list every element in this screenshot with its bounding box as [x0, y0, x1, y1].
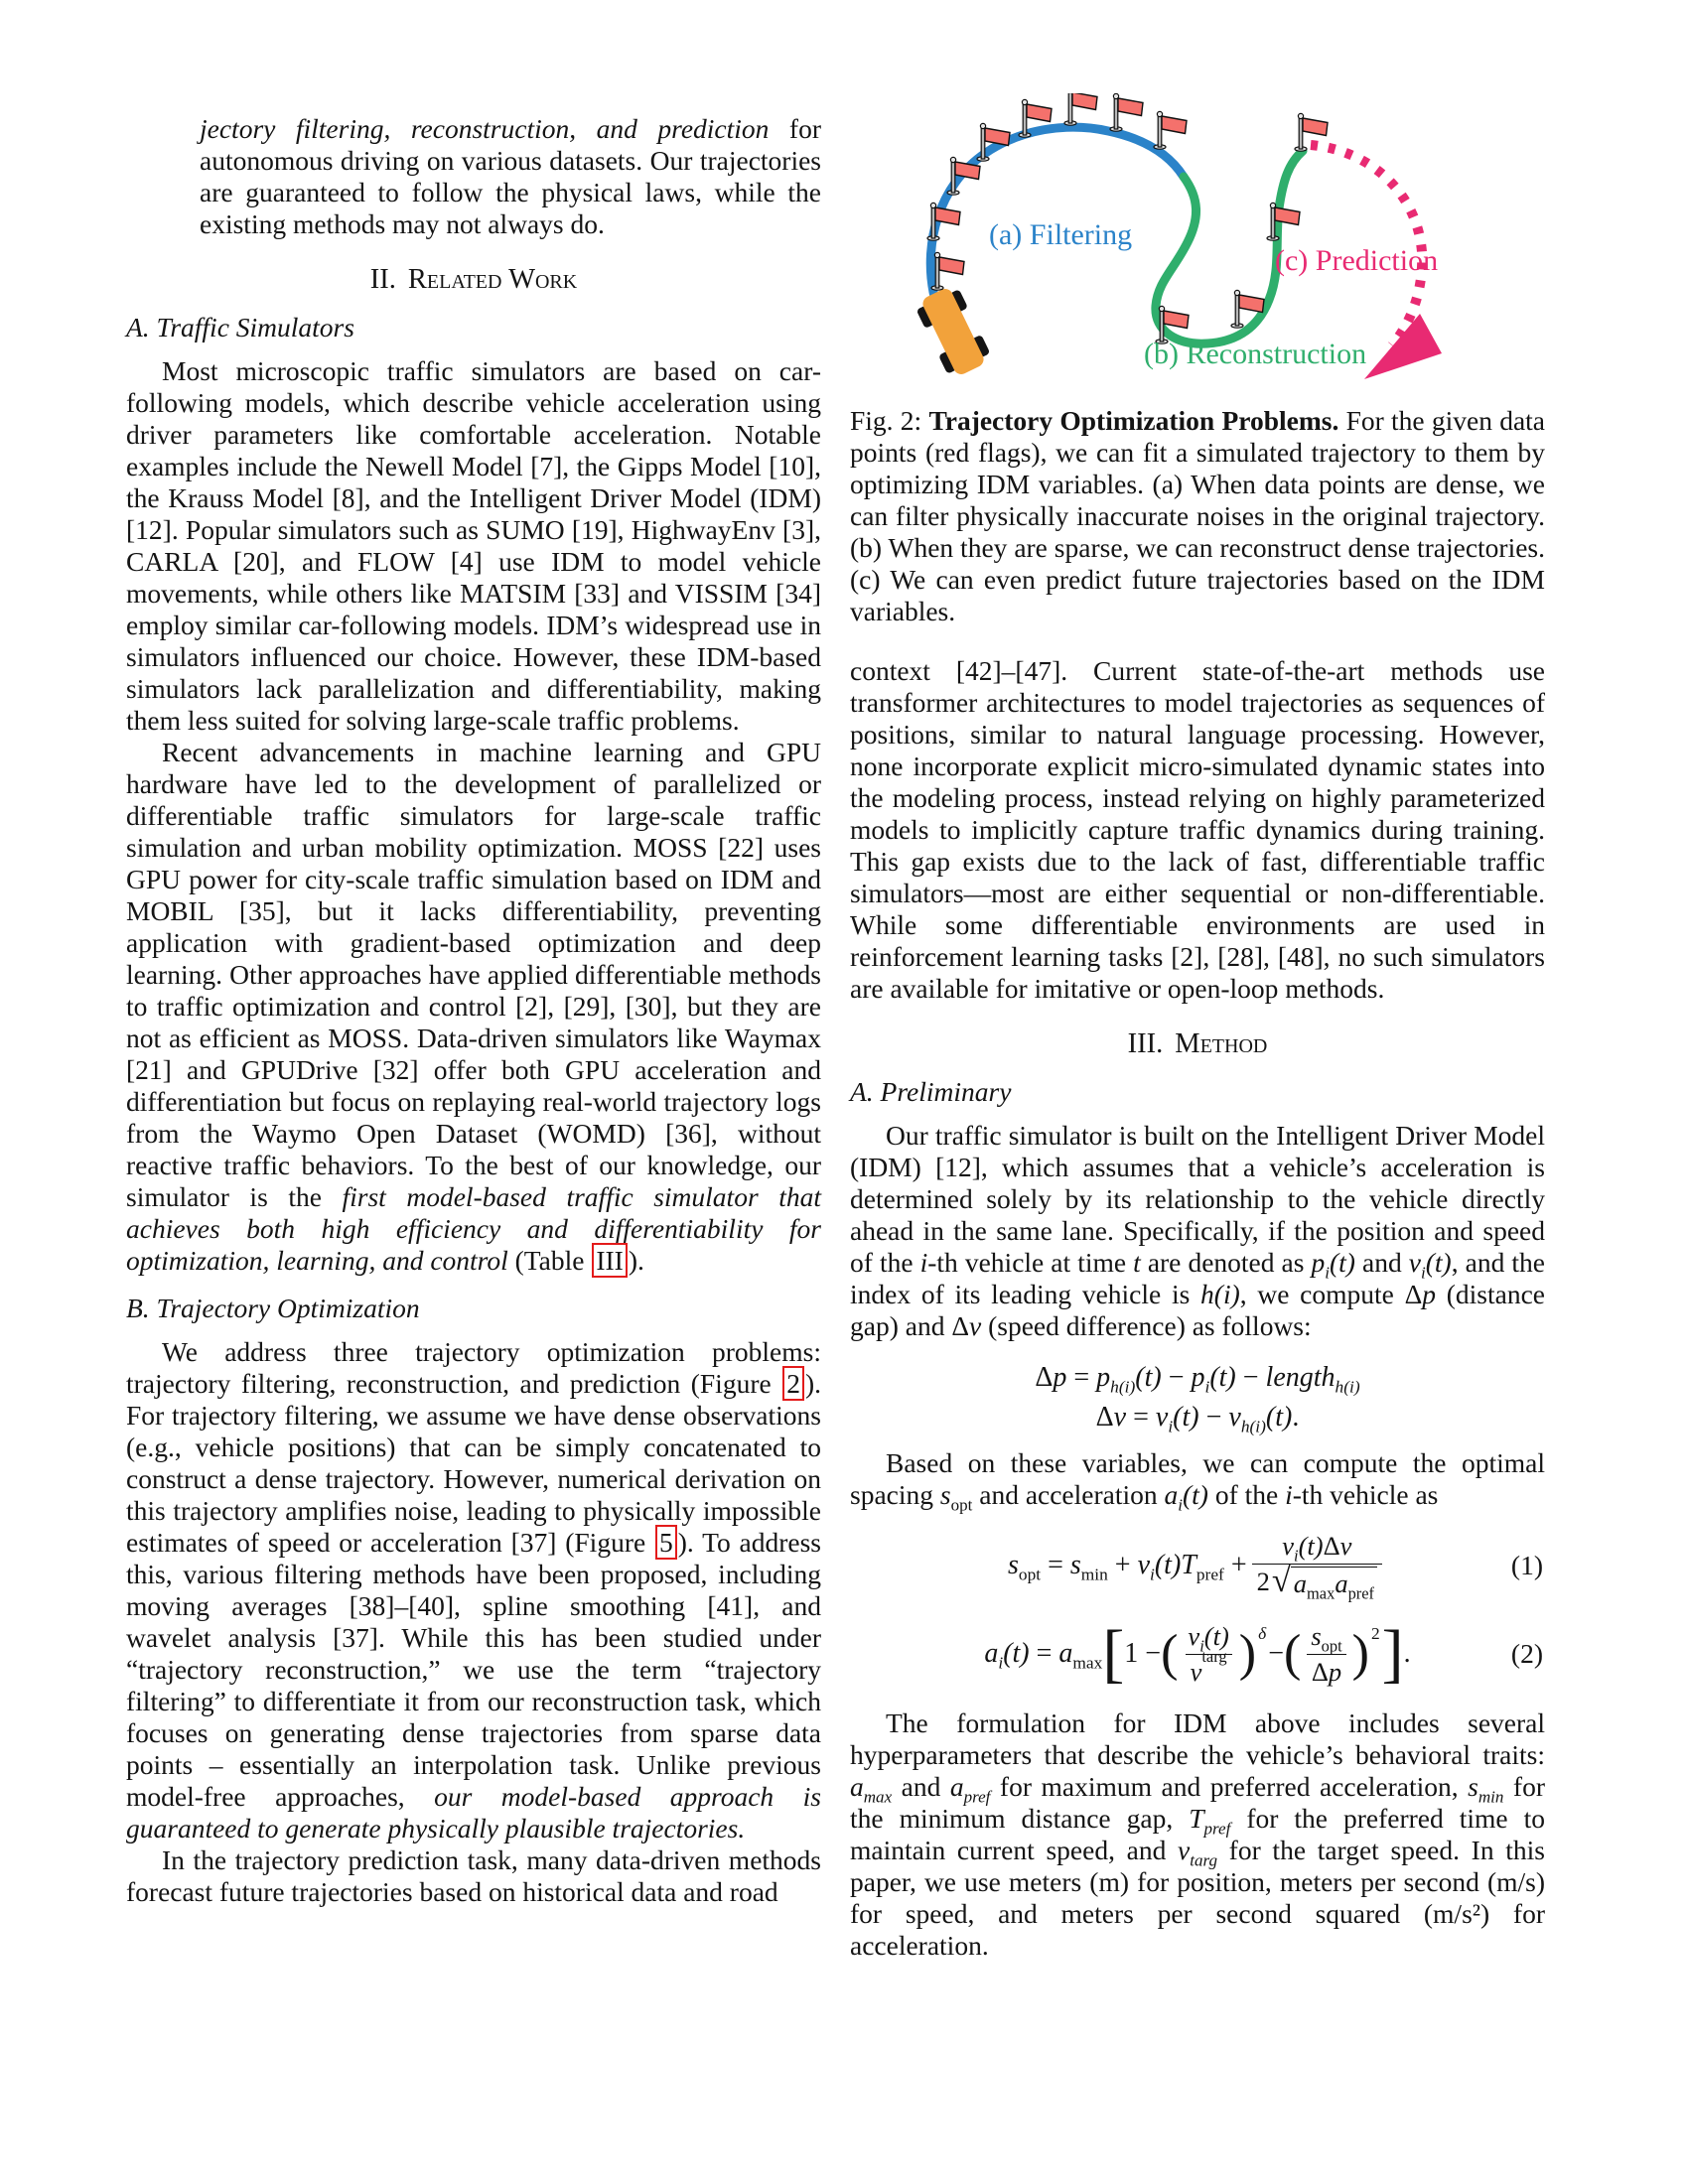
equation-number: (2)	[1510, 1638, 1543, 1670]
exponent-2: 2	[1370, 1624, 1380, 1644]
equation-delta-v: $\Delta v = v_i(t) - v_{h(i)}(t)$.	[1095, 1402, 1300, 1436]
paragraph-context: context [42]–[47]. Current state-of-the-art methods use transformer architectures to model trajectories as sequences of positions, similar to natural language processing. However, none incorporate explicit micro-simulated dynamic states into the modeling process, instead relying on highly parameterized models to implicitly capture traffic dynamics during training. This gap exists due to the lack of fast, differentiable traffic simulators—most are either sequential or non-differentiable. While some differentiable environments are used in reinforcement learning tasks [2], [28], [48], no such simulators are available for imitative or open-loop methods.	[850, 655, 1545, 1004]
paragraph-gpu-simulators: Recent advancements in machine learning and GPU hardware have led to the development of parallelized or differentiable traffic simulators for large-scale traffic simulation and urban mobility optimization. MOSS [22] uses GPU power for city-scale traffic simulation based on IDM and MOBIL [35], but it lacks differentiability, preventing application with gradient-based optimization and deep learning. Other approaches have applied differentiable methods to traffic optimization and control [2], [29], [30], but they are not as efficient as MOSS. Data-driven simulators like Waymax [21] and GPUDrive [32] offer both GPU acceleration and differentiation but focus on replaying real-world trajectory logs from the Waymo Open Dataset (WOMD) [36], without reactive traffic behaviors. To the best of our knowledge, our simulator is the first model-based traffic simulator that achieves both high efficiency and differentiability for optimization, learning, and control (Table III ).	[126, 737, 821, 1276]
paragraph-based-on-variables: Based on these variables, we can compute the optimal spacing $s_{opt}$ and acceleration $a_i(t)$ of the i-th vehicle as	[850, 1447, 1545, 1515]
label-prediction: (c) Prediction	[1275, 244, 1439, 277]
exponent-delta: δ	[1258, 1624, 1267, 1644]
left-column	[126, 87, 821, 1908]
fraction: $v_i(t)\Delta v$ 2 √ $a_{max}a_{pref}$	[1252, 1531, 1382, 1601]
right-column	[850, 87, 1545, 1962]
equation-2-body: $a_i(t) = a_{max}$ [ 1 − ( $v_i(t)$ v targ ) δ − ( $s_{opt}$ Δ p ) 2 ] .	[984, 1617, 1411, 1691]
paragraph-prediction-task: In the trajectory prediction task, many data-driven methods forecast future trajectories based on historical data and road	[126, 1844, 821, 1907]
flag-icon	[1267, 203, 1300, 240]
equation-1	[850, 1531, 1545, 1601]
fraction: $v_i(t)$ v targ	[1183, 1621, 1233, 1689]
trajectory-figure-svg	[850, 93, 1535, 391]
flag-icon	[1110, 93, 1143, 131]
section-ii-heading	[126, 264, 821, 296]
section-number: II.	[369, 264, 396, 295]
label-reconstruction: (b) Reconstruction	[1144, 338, 1367, 370]
prediction-arrowhead-icon	[1364, 314, 1442, 379]
flag-icon	[977, 123, 1010, 161]
subsection-preliminary: A. Preliminary	[850, 1076, 1012, 1107]
radical-icon: √	[1271, 1562, 1291, 1600]
section-number: III.	[1127, 1028, 1164, 1059]
section-iii-heading	[850, 1028, 1545, 1060]
section-title: Related Work	[407, 264, 578, 295]
equation-1-body: $s_{opt} = s_{min} + v_i(t)T_{pref}$ + $v_i(t)\Delta v$ 2 √ $a_{max}a_{pref}$	[1008, 1531, 1387, 1601]
paragraph-preliminary: Our traffic simulator is built on the Intelligent Driver Model (IDM) [12], which assumes that a vehicle’s acceleration is determined solely by its relationship to the vehicle directly ahead in the same lane. Specifically, if the position and speed of the i-th vehicle at time t are denoted as $p_i(t)$ and $v_i(t)$, and the index of its leading vehicle is h(i), we compute Δp (distance gap) and Δv (speed difference) as follows:	[850, 1120, 1545, 1341]
fraction: $s_{opt}$ Δ p	[1306, 1621, 1346, 1689]
ref-link[interactable]: 5	[655, 1525, 677, 1560]
equation-delta-p: $\Delta p = p_{h(i)}(t) - p_i(t)$ − length$_{h(i)}$	[1035, 1362, 1360, 1397]
flag-icon	[927, 203, 960, 240]
paragraph-trajectory-problems: We address three trajectory optimization problems: trajectory filtering, reconstruction, and prediction (Figure 2 ). For trajectory filtering, we assume we have dense observations (e.g., vehicle positions) that can be simply concatenated to construct a dense trajectory. However, numerical derivation on this trajectory amplifies noise, leading to physically impossible estimates of speed or acceleration [37] (Figure 5 ). To address this, various filtering methods have been proposed, including moving averages [38]–[40], spline smoothing [41], and wavelet analysis [37]. While this has been studied under “trajectory reconstruction,” we use the term “trajectory filtering” to differentiate it from our reconstruction task, which focuses on generating dense trajectories from sparse data points – essentially an interpolation task. Unlike previous model-free approaches, our model-based approach is guaranteed to generate physically plausible trajectories.	[126, 1336, 821, 1843]
equation-gap	[850, 1358, 1545, 1437]
ref-link[interactable]: III	[592, 1243, 627, 1278]
label-filtering: (a) Filtering	[989, 218, 1133, 251]
flag-icon	[931, 252, 964, 290]
ref-link[interactable]: 2	[782, 1366, 804, 1401]
equation-2	[850, 1617, 1545, 1691]
figure-caption: Fig. 2: Trajectory Optimization Problems. For the given data points (red flags), we can fit a simulated trajectory to them by optimizing IDM variables. (a) When data points are dense, we can filter physically inaccurate noises in the original trajectory. (b) When they are sparse, we can reconstruct dense trajectories. (c) We can even predict future trajectories based on the IDM variables.	[850, 405, 1545, 626]
equation-number: (1)	[1510, 1550, 1543, 1581]
subsection-trajectory-optimization: B. Trajectory Optimization	[126, 1293, 420, 1323]
flag-icon	[1064, 93, 1097, 125]
figure-2	[850, 93, 1545, 391]
subsection-traffic-simulators: A. Traffic Simulators	[126, 312, 354, 342]
flag-icon	[1154, 111, 1187, 149]
section-title: Method	[1175, 1028, 1268, 1059]
paragraph-hyperparameters: The formulation for IDM above includes several hyperparameters that describe the vehicle’s behavioral traits: $a_{max}$ and $a_{pref}$ for maximum and preferred acceleration, $s_{min}$ for the minimum distance gap, $T_{pref}$ for the preferred time to maintain current speed, and $v_{targ}$ for the target speed. In this paper, we use meters (m) for position, meters per second (m/s) for speed, and meters per second squared (m/s²) for acceleration.	[850, 1707, 1545, 1962]
abstract-continuation: jectory filtering, reconstruction, and prediction for autonomous driving on various datasets. Our trajectories are guaranteed to follow the physical laws, while the existing methods may not always do.	[200, 113, 821, 239]
car-icon	[914, 283, 994, 380]
square-root: √ $a_{max}a_{pref}$	[1272, 1567, 1377, 1600]
paragraph-simulators: Most microscopic traffic simulators are based on car-following models, which describe vehicle acceleration using driver parameters like comfortable acceleration. Notable examples include the Newell Model [7], the Gipps Model [10], the Krauss Model [8], and the Intelligent Driver Model (IDM) [12]. Popular simulators such as SUMO [19], HighwayEnv [3], CARLA [20], and FLOW [4] use IDM to model vehicle movements, while others like MATSIM [33] and VISSIM [34] employ similar car-following models. IDM’s widespread use in simulators influenced our choice. However, these IDM-based simulators lack parallelization and differentiability, making them less suited for solving large-scale traffic problems.	[126, 355, 821, 736]
